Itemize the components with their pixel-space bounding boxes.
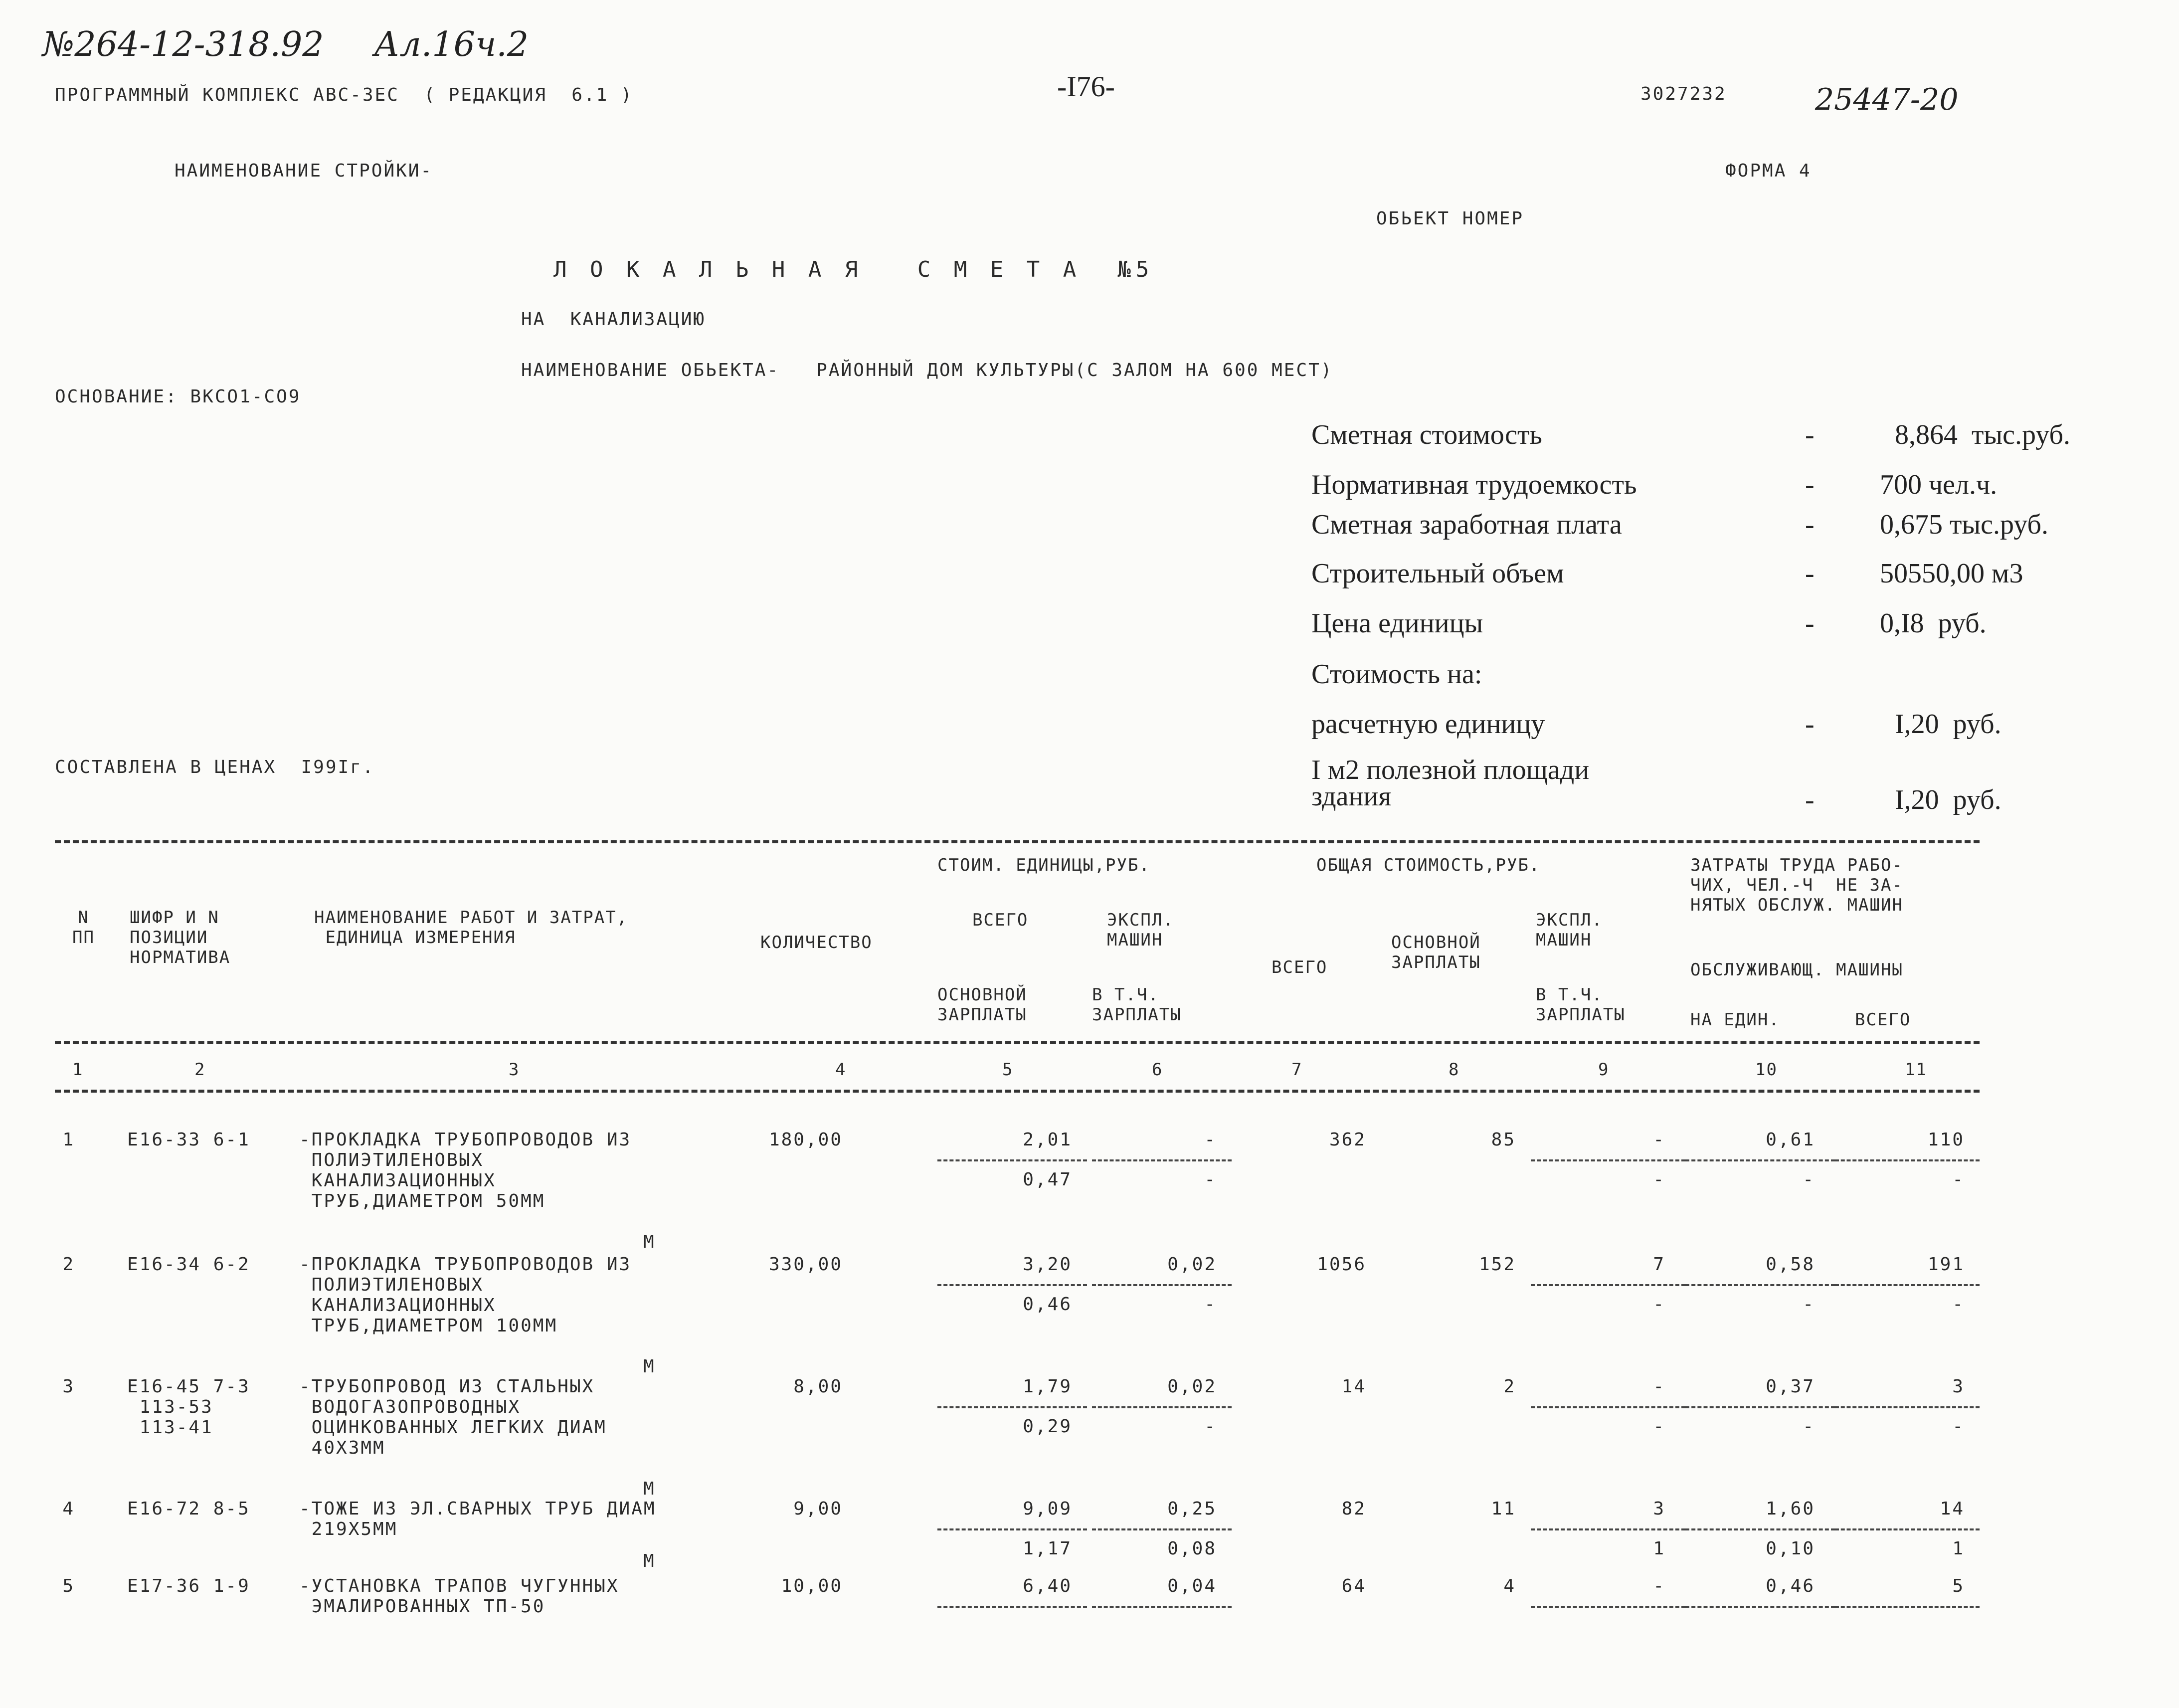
- summary-label: Нормативная трудоемкость: [1311, 469, 1637, 500]
- cell-name: -ПРОКЛАДКА ТРУБОПРОВОДОВ ИЗ ПОЛИЭТИЛЕНОВЫХ КАНАЛИЗАЦИОННЫХ ТРУБ,ДИАМЕТРОМ 50ММ: [299, 1130, 632, 1211]
- cell-qty: 8,00: [793, 1376, 843, 1397]
- cell-name: -УСТАНОВКА ТРАПОВ ЧУГУННЫХ ЭМАЛИРОВАННЫХ ТП-50: [299, 1576, 619, 1617]
- cell-c11a: 110: [1927, 1130, 1965, 1150]
- cell-divider: [1092, 1284, 1232, 1286]
- col-number: 10: [1755, 1060, 1778, 1080]
- cell-divider: [1092, 1159, 1232, 1161]
- cell-c9a: -: [1653, 1376, 1665, 1397]
- cell-c5a: 1,79: [1023, 1376, 1072, 1397]
- cell-c5a: 6,40: [1023, 1576, 1072, 1596]
- cell-code: Е16-33 6-1: [127, 1130, 250, 1150]
- program-line: ПРОГРАММНЫЙ КОМПЛЕКС АВС-3ЕС ( РЕДАКЦИЯ 6.1 ): [55, 85, 633, 105]
- col-header-unit-cost: СТОИМ. ЕДИНИЦЫ,РУБ.: [937, 855, 1150, 875]
- summary-dash: -: [1805, 608, 1815, 639]
- cell-c11b: -: [1952, 1294, 1965, 1315]
- col-header-labor-b: ОБСЛУЖИВАЮЩ. МАШИНЫ: [1690, 960, 1903, 980]
- col-number: 6: [1152, 1060, 1163, 1080]
- col-header-total-cost: ОБЩАЯ СТОИМОСТЬ,РУБ.: [1316, 855, 1541, 875]
- cell-n: 1: [62, 1130, 75, 1150]
- summary-label: Цена единицы: [1311, 608, 1483, 639]
- cell-c9b: -: [1653, 1416, 1665, 1437]
- col-number: 1: [72, 1060, 84, 1080]
- cell-c6b: -: [1204, 1169, 1217, 1190]
- cell-c5a: 2,01: [1023, 1130, 1072, 1150]
- cell-c11a: 191: [1927, 1254, 1965, 1275]
- col-number: 9: [1598, 1060, 1610, 1080]
- cell-c5b: 0,29: [1023, 1416, 1072, 1437]
- cell-c11b: -: [1952, 1416, 1965, 1437]
- summary-value: I,20 руб.: [1895, 709, 2001, 740]
- summary-dash: -: [1805, 784, 1815, 815]
- cell-c10b: -: [1803, 1416, 1815, 1437]
- cell-c9a: 7: [1653, 1254, 1665, 1275]
- cell-name: -ПРОКЛАДКА ТРУБОПРОВОДОВ ИЗ ПОЛИЭТИЛЕНОВЫХ КАНАЛИЗАЦИОННЫХ ТРУБ,ДИАМЕТРОМ 100ММ: [299, 1254, 632, 1336]
- cell-c8: 4: [1503, 1576, 1516, 1596]
- col-header-11: ВСЕГО: [1855, 1010, 1911, 1030]
- cell-c6a: 0,25: [1167, 1499, 1217, 1519]
- cell-divider: [1685, 1606, 1835, 1608]
- cell-c11b: -: [1952, 1169, 1965, 1190]
- cell-divider: [1092, 1406, 1232, 1408]
- cell-n: 3: [62, 1376, 75, 1397]
- cell-divider: [1685, 1528, 1835, 1530]
- cell-divider: [1531, 1406, 1685, 1408]
- handwritten-album: Ал.16ч.2: [374, 25, 529, 64]
- cell-c8: 85: [1491, 1130, 1516, 1150]
- summary-dash: -: [1805, 419, 1815, 450]
- summary-label: Сметная заработная плата: [1311, 509, 1622, 540]
- cell-qty: 180,00: [768, 1130, 843, 1150]
- cell-c7: 14: [1341, 1376, 1366, 1397]
- col-header-labor: ЗАТРАТЫ ТРУДА РАБО- ЧИХ, ЧЕЛ.-Ч НЕ ЗА- НЯТЫХ ОБСЛУЖ. МАШИН: [1690, 855, 1903, 915]
- col-number: 11: [1905, 1060, 1927, 1080]
- cell-divider: [1835, 1284, 1980, 1286]
- cell-c8: 2: [1503, 1376, 1516, 1397]
- cell-unit: М: [643, 1551, 656, 1571]
- cell-c6a: 0,04: [1167, 1576, 1217, 1596]
- object-number: ОБЬЕКТ НОМЕР: [1376, 208, 1524, 229]
- col-header-9b: В Т.Ч. ЗАРПЛАТЫ: [1536, 985, 1626, 1025]
- cell-divider: [937, 1284, 1087, 1286]
- cell-unit: М: [643, 1232, 656, 1252]
- cell-c11a: 3: [1952, 1376, 1965, 1397]
- summary-label: Строительный объем: [1311, 558, 1564, 589]
- summary-value: 0,I8 руб.: [1880, 608, 1987, 639]
- col-header-8: ОСНОВНОЙ ЗАРПЛАТЫ: [1391, 933, 1481, 972]
- col-header-7: ВСЕГО: [1271, 957, 1328, 977]
- cell-n: 5: [62, 1576, 75, 1596]
- col-header-5b: ОСНОВНОЙ ЗАРПЛАТЫ: [937, 985, 1027, 1025]
- cell-c9b: -: [1653, 1169, 1665, 1190]
- cell-divider: [937, 1606, 1087, 1608]
- col-number: 8: [1449, 1060, 1460, 1080]
- estimate-subject: НА КАНАЛИЗАЦИЮ: [521, 309, 706, 330]
- document-title: Л О К А Л Ь Н А Я С М Е Т А №5: [553, 257, 1154, 282]
- cell-c5a: 3,20: [1023, 1254, 1072, 1275]
- table-header-rule: [55, 1041, 1980, 1044]
- cell-c10a: 0,37: [1766, 1376, 1815, 1397]
- cell-c10a: 0,46: [1766, 1576, 1815, 1596]
- cell-divider: [1835, 1406, 1980, 1408]
- cell-divider: [1531, 1284, 1685, 1286]
- cell-unit: М: [643, 1479, 656, 1499]
- cell-c8: 152: [1478, 1254, 1516, 1275]
- col-header-9a: ЭКСПЛ. МАШИН: [1536, 910, 1603, 950]
- col-header-5a: ВСЕГО: [972, 910, 1029, 930]
- summary-label: Стоимость на:: [1311, 659, 1482, 690]
- summary-dash: -: [1805, 469, 1815, 500]
- cell-c10a: 0,58: [1766, 1254, 1815, 1275]
- cell-c9a: 3: [1653, 1499, 1665, 1519]
- cell-code: Е16-45 7-3 113-53 113-41: [127, 1376, 250, 1438]
- cell-c6b: -: [1204, 1416, 1217, 1437]
- cell-code: Е16-34 6-2: [127, 1254, 250, 1275]
- cell-name: -ТОЖЕ ИЗ ЭЛ.СВАРНЫХ ТРУБ ДИАМ 219Х5ММ: [299, 1499, 656, 1539]
- summary-label: I м2 полезной площади здания: [1311, 755, 1590, 812]
- cell-c10a: 0,61: [1766, 1130, 1815, 1150]
- summary-dash: -: [1805, 509, 1815, 540]
- cell-c5b: 0,46: [1023, 1294, 1072, 1315]
- col-number: 7: [1291, 1060, 1303, 1080]
- col-number: 4: [835, 1060, 847, 1080]
- cell-c6b: 0,08: [1167, 1538, 1217, 1559]
- cell-qty: 330,00: [768, 1254, 843, 1275]
- cell-c7: 82: [1341, 1499, 1366, 1519]
- col-header-10: НА ЕДИН.: [1690, 1010, 1780, 1030]
- cell-divider: [937, 1528, 1087, 1530]
- summary-label: расчетную единицу: [1311, 709, 1545, 740]
- cell-divider: [1531, 1528, 1685, 1530]
- summary-value: 0,675 тыс.руб.: [1880, 509, 2048, 540]
- cell-divider: [1092, 1606, 1232, 1608]
- cell-divider: [1092, 1528, 1232, 1530]
- cell-c10b: 0,10: [1766, 1538, 1815, 1559]
- summary-value: 50550,00 м3: [1880, 558, 2023, 589]
- cell-qty: 9,00: [793, 1499, 843, 1519]
- cell-qty: 10,00: [781, 1576, 843, 1596]
- cell-c6b: -: [1204, 1294, 1217, 1315]
- col-header-qty: КОЛИЧЕСТВО: [760, 933, 873, 952]
- cell-c11a: 5: [1952, 1576, 1965, 1596]
- cell-c10a: 1,60: [1766, 1499, 1815, 1519]
- cell-c5b: 0,47: [1023, 1169, 1072, 1190]
- cell-c7: 64: [1341, 1576, 1366, 1596]
- cell-c9a: -: [1653, 1130, 1665, 1150]
- cell-c6a: 0,02: [1167, 1376, 1217, 1397]
- cell-n: 2: [62, 1254, 75, 1275]
- cell-c10b: -: [1803, 1169, 1815, 1190]
- col-header-6a: ЭКСПЛ. МАШИН: [1107, 910, 1174, 950]
- page-number: -I76-: [1057, 70, 1115, 103]
- cell-code: Е17-36 1-9: [127, 1576, 250, 1596]
- cell-divider: [1685, 1159, 1835, 1161]
- cell-c9b: 1: [1653, 1538, 1665, 1559]
- cell-c11a: 14: [1940, 1499, 1965, 1519]
- cell-c5a: 9,09: [1023, 1499, 1072, 1519]
- cell-c5b: 1,17: [1023, 1538, 1072, 1559]
- cell-divider: [1835, 1606, 1980, 1608]
- summary-label: Сметная стоимость: [1311, 419, 1542, 450]
- cell-c9b: -: [1653, 1294, 1665, 1315]
- cell-divider: [1685, 1284, 1835, 1286]
- cell-c6a: 0,02: [1167, 1254, 1217, 1275]
- handwritten-archive-number: 25447-20: [1815, 82, 1959, 117]
- col-header-name: НАИМЕНОВАНИЕ РАБОТ И ЗАТРАТ, ЕДИНИЦА ИЗМЕРЕНИЯ: [314, 908, 628, 948]
- summary-value: I,20 руб.: [1895, 784, 2001, 815]
- cell-unit: М: [643, 1356, 656, 1377]
- cell-divider: [1835, 1528, 1980, 1530]
- summary-value: 700 чел.ч.: [1880, 469, 1997, 500]
- cell-c6a: -: [1204, 1130, 1217, 1150]
- price-level: СОСТАВЛЕНА В ЦЕНАХ I99Iг.: [55, 757, 375, 777]
- cell-divider: [1531, 1606, 1685, 1608]
- basis: ОСНОВАНИЕ: ВКСО1-СО9: [55, 386, 301, 407]
- col-number: 2: [194, 1060, 206, 1080]
- cell-divider: [1531, 1159, 1685, 1161]
- summary-dash: -: [1805, 709, 1815, 740]
- cell-divider: [1835, 1159, 1980, 1161]
- cell-divider: [1685, 1406, 1835, 1408]
- col-number: 3: [509, 1060, 520, 1080]
- cell-code: Е16-72 8-5: [127, 1499, 250, 1519]
- form-number: ФОРМА 4: [1725, 161, 1812, 181]
- cell-c7: 1056: [1317, 1254, 1366, 1275]
- code-number: 3027232: [1640, 84, 1727, 104]
- summary-value: 8,864 тыс.руб.: [1895, 419, 2070, 450]
- cell-divider: [937, 1406, 1087, 1408]
- cell-c7: 362: [1329, 1130, 1366, 1150]
- handwritten-doc-number: №264-12-318.92: [42, 25, 324, 64]
- col-header-n: N ПП: [72, 908, 95, 948]
- object-name: НАИМЕНОВАНИЕ ОБЬЕКТА- РАЙОННЫЙ ДОМ КУЛЬТУРЫ(С ЗАЛОМ НА 600 МЕСТ): [521, 360, 1333, 380]
- table-top-rule: [55, 840, 1980, 843]
- cell-c9a: -: [1653, 1576, 1665, 1596]
- table-numbers-rule: [55, 1090, 1980, 1093]
- col-number: 5: [1002, 1060, 1014, 1080]
- summary-dash: -: [1805, 558, 1815, 589]
- cell-name: -ТРУБОПРОВОД ИЗ СТАЛЬНЫХ ВОДОГАЗОПРОВОДНЫХ ОЦИНКОВАННЫХ ЛЕГКИХ ДИАМ 40Х3ММ: [299, 1376, 607, 1458]
- cell-c10b: -: [1803, 1294, 1815, 1315]
- cell-c11b: 1: [1952, 1538, 1965, 1559]
- col-header-6b: В Т.Ч. ЗАРПЛАТЫ: [1092, 985, 1182, 1025]
- col-header-code: ШИФР И N ПОЗИЦИИ НОРМАТИВА: [130, 908, 231, 967]
- cell-divider: [937, 1159, 1087, 1161]
- cell-c8: 11: [1491, 1499, 1516, 1519]
- cell-n: 4: [62, 1499, 75, 1519]
- construction-name: НАИМЕНОВАНИЕ СТРОЙКИ-: [175, 161, 433, 181]
